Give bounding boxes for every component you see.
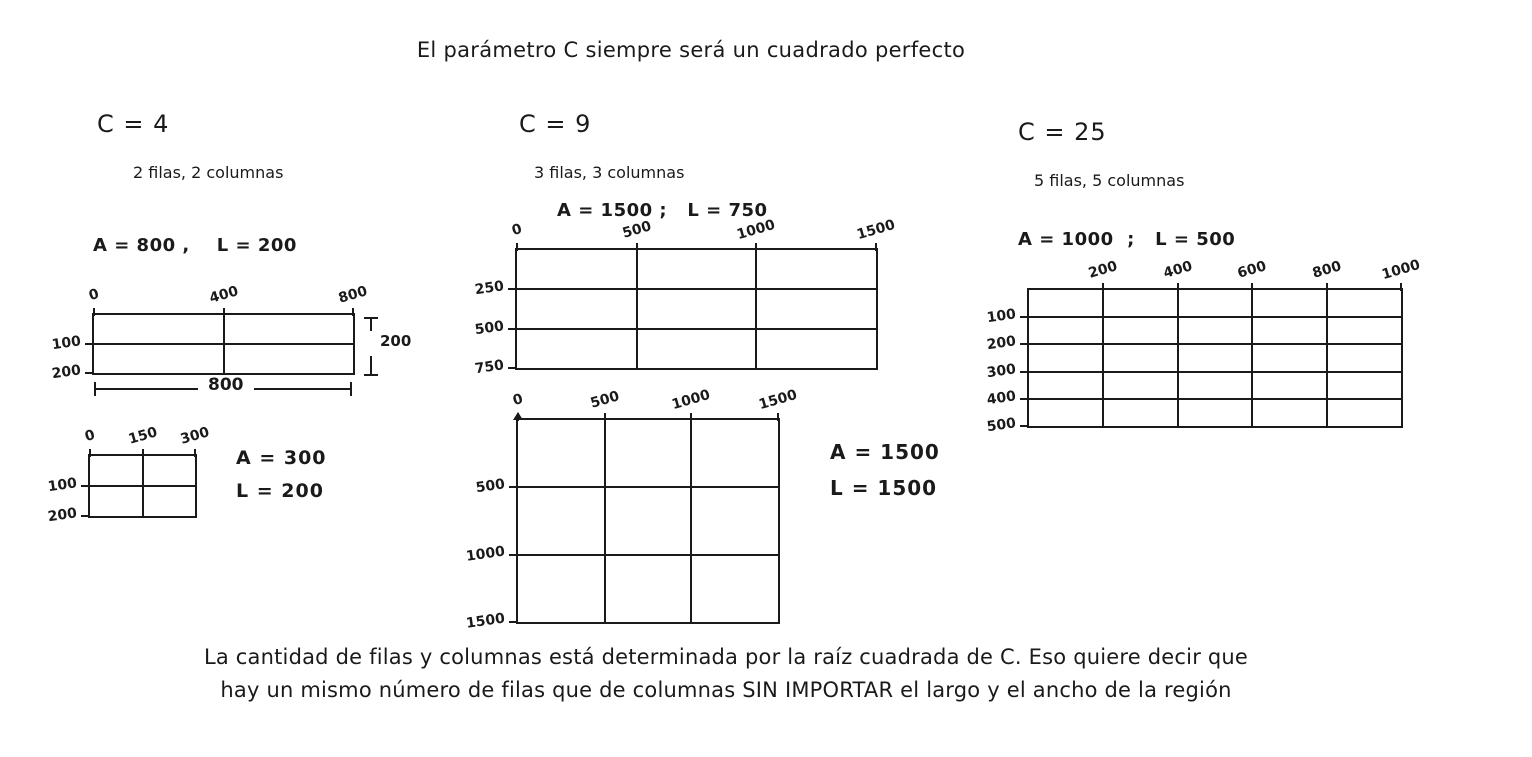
height-dimension-bracket xyxy=(364,317,378,376)
x-tick-mark xyxy=(690,413,692,421)
grid-line-vertical xyxy=(1251,290,1253,426)
grid-line-vertical xyxy=(1326,290,1328,426)
grid-line-vertical xyxy=(604,420,606,622)
y-tick-mark xyxy=(509,486,518,488)
y-tick-mark xyxy=(81,485,90,487)
grid-line-horizontal xyxy=(94,343,353,345)
page-title: El parámetro C siempre será un cuadrado perfecto xyxy=(416,38,966,62)
grid-line-horizontal xyxy=(1029,371,1401,373)
footer-text-line2: hay un mismo número de filas que de columnas SIN IMPORTAR el largo y el ancho de la región xyxy=(220,678,1232,702)
y-tick-label: 200 xyxy=(50,362,82,383)
c9-wide-grid-caption: A = 1500 ; L = 750 xyxy=(557,200,768,221)
example-c9-subheading: 3 filas, 3 columnas xyxy=(534,163,685,182)
grid-line-horizontal xyxy=(1029,398,1401,400)
y-tick-mark xyxy=(1020,316,1029,318)
x-tick-mark xyxy=(1102,283,1104,291)
x-tick-mark xyxy=(1400,283,1402,291)
c9-square-area-label: A = 1500 xyxy=(830,440,940,464)
example-c25-subheading: 5 filas, 5 columnas xyxy=(1034,171,1185,190)
x-tick-label: 600 xyxy=(1235,258,1269,282)
y-tick-label: 500 xyxy=(474,476,506,497)
x-tick-label: 150 xyxy=(126,424,159,448)
y-tick-mark xyxy=(508,288,517,290)
grid-c25 xyxy=(985,256,1422,436)
example-c9-heading: C = 9 xyxy=(519,110,592,138)
x-tick-mark xyxy=(223,308,225,316)
y-tick-mark xyxy=(1020,343,1029,345)
c25-grid-caption: A = 1000 ; L = 500 xyxy=(1018,229,1236,250)
grid-line-horizontal xyxy=(518,554,778,556)
grid-line-vertical xyxy=(1177,290,1179,426)
x-tick-mark xyxy=(89,449,91,457)
height-dimension-label: 200 xyxy=(380,332,412,350)
grid-line-horizontal xyxy=(517,288,876,290)
y-tick-label: 400 xyxy=(985,388,1017,408)
width-dimension-label: 800 xyxy=(198,375,254,395)
x-tick-label: 300 xyxy=(178,424,212,448)
x-tick-mark xyxy=(604,413,606,421)
x-tick-label: 1500 xyxy=(855,216,897,244)
y-tick-label: 1500 xyxy=(465,610,506,632)
x-tick-label: 0 xyxy=(511,390,525,410)
c4-small-area-label: A = 300 xyxy=(236,447,327,469)
grid-line-horizontal xyxy=(518,486,778,488)
y-tick-mark xyxy=(85,372,94,374)
grid-line-horizontal xyxy=(1029,343,1401,345)
grid-line-horizontal xyxy=(517,328,876,330)
x-tick-label: 500 xyxy=(620,218,653,242)
x-tick-mark xyxy=(93,308,95,316)
y-tick-mark xyxy=(509,621,518,623)
x-tick-label: 1000 xyxy=(670,386,713,414)
c9-square-length-label: L = 1500 xyxy=(830,476,938,500)
y-tick-label: 200 xyxy=(46,505,78,526)
x-tick-mark xyxy=(352,308,354,316)
x-tick-label: 0 xyxy=(83,426,97,446)
grid-c9-wide xyxy=(473,216,897,378)
grid-c9-square xyxy=(465,386,799,632)
y-tick-label: 1000 xyxy=(465,543,506,565)
x-tick-label: 800 xyxy=(336,283,370,307)
y-tick-mark xyxy=(1020,425,1029,427)
y-tick-mark xyxy=(81,515,90,517)
y-tick-label: 100 xyxy=(985,306,1017,327)
grid-c4-large xyxy=(50,283,370,383)
grid-line-horizontal xyxy=(90,485,195,487)
x-tick-mark xyxy=(142,449,144,457)
y-tick-mark xyxy=(508,328,517,330)
grid-line-vertical xyxy=(1102,290,1104,426)
y-tick-mark xyxy=(508,367,517,369)
y-tick-mark xyxy=(1020,371,1029,373)
x-tick-label: 200 xyxy=(1087,258,1120,282)
origin-arrow-icon xyxy=(513,412,523,420)
x-tick-label: 1500 xyxy=(757,386,799,414)
y-tick-label: 500 xyxy=(985,415,1017,436)
y-tick-label: 750 xyxy=(473,357,505,378)
c4-large-grid-caption: A = 800 , L = 200 xyxy=(93,235,297,256)
y-tick-label: 300 xyxy=(985,360,1017,381)
y-tick-label: 500 xyxy=(473,317,505,338)
x-tick-label: 0 xyxy=(510,220,524,240)
x-tick-mark xyxy=(1251,283,1253,291)
example-c25-heading: C = 25 xyxy=(1018,118,1107,146)
y-tick-mark xyxy=(509,554,518,556)
footer-text-line1: La cantidad de filas y columnas está determinada por la raíz cuadrada de C. Eso quiere decir que xyxy=(203,645,1249,669)
x-tick-label: 400 xyxy=(1161,258,1195,282)
y-tick-mark xyxy=(1020,398,1029,400)
x-tick-label: 1000 xyxy=(1380,256,1422,284)
x-tick-mark xyxy=(755,243,757,251)
grid-line-vertical xyxy=(690,420,692,622)
x-tick-mark xyxy=(516,243,518,251)
grid-c4-small xyxy=(46,424,212,526)
y-tick-label: 100 xyxy=(50,333,82,354)
x-tick-mark xyxy=(636,243,638,251)
y-tick-label: 200 xyxy=(985,333,1017,354)
x-tick-label: 800 xyxy=(1310,258,1343,282)
x-tick-mark xyxy=(194,449,196,457)
x-tick-mark xyxy=(777,413,779,421)
grid-line-vertical xyxy=(636,250,638,368)
x-tick-mark xyxy=(1177,283,1179,291)
x-tick-label: 400 xyxy=(207,283,240,307)
example-c4-heading: C = 4 xyxy=(97,110,170,138)
x-tick-label: 0 xyxy=(87,285,101,305)
x-tick-mark xyxy=(875,243,877,251)
y-tick-mark xyxy=(85,343,94,345)
grid-line-horizontal xyxy=(1029,316,1401,318)
c4-small-length-label: L = 200 xyxy=(236,480,324,502)
y-tick-label: 250 xyxy=(473,278,505,299)
x-tick-label: 1000 xyxy=(735,216,778,244)
example-c4-subheading: 2 filas, 2 columnas xyxy=(133,163,284,182)
grid-line-vertical xyxy=(755,250,757,368)
x-tick-mark xyxy=(1326,283,1328,291)
y-tick-label: 100 xyxy=(46,475,78,496)
x-tick-label: 500 xyxy=(588,388,621,412)
